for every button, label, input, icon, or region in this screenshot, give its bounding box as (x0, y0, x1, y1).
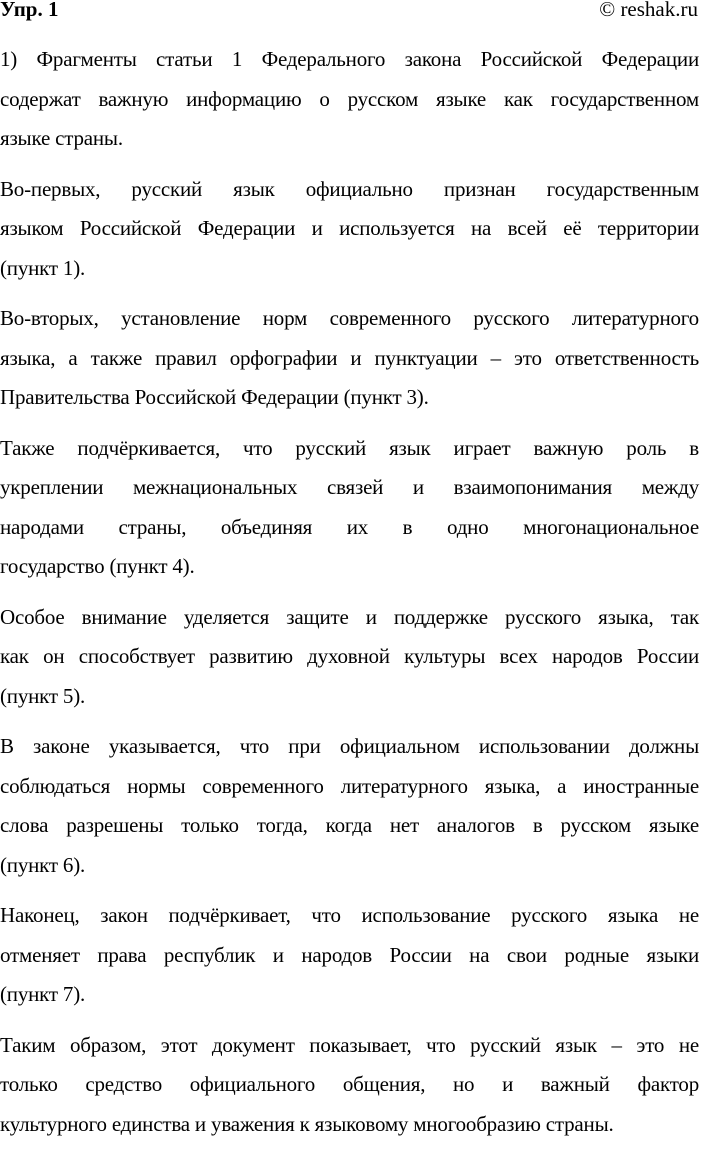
paragraph (0, 1026, 699, 1145)
text-line: Во-вторых, установление норм современного русского литературного (0, 306, 699, 330)
text-line: как он способствует развитию духовной культуры всех народов России (0, 644, 699, 668)
text-line: слова разрешены только тогда, когда нет аналогов в русском языке (0, 813, 699, 837)
paragraph (0, 170, 699, 289)
text-line: государство (пункт 4). (0, 554, 195, 578)
paragraph (0, 598, 699, 717)
text-line: соблюдаться нормы современного литературного языка, а иностранные (0, 773, 699, 798)
text-line: только средство официального общения, но и важный фактор (0, 1072, 699, 1096)
text-line: Также подчёркивается, что русский язык играет важную роль в (0, 435, 699, 460)
text-line: Во-первых, русский язык официально признан государственным (0, 176, 699, 201)
text-line: Правительства Российской Федерации (пункт 3). (0, 385, 429, 409)
exercise-title: Упр. 1 (0, 0, 59, 21)
text-line: Таким образом, этот документ показывает, что русский язык – это не (0, 1032, 699, 1057)
text-line: (пункт 1). (0, 255, 86, 280)
paragraph (0, 40, 699, 159)
text-line: языка, а также правил орфографии и пунктуации – это ответственность (0, 345, 699, 370)
text-line: (пункт 5). (0, 683, 86, 708)
text-line: (пункт 7). (0, 982, 86, 1006)
paragraph (0, 727, 699, 885)
text-line: (пункт 6). (0, 852, 86, 877)
text-line: содержат важную информацию о русском языке как государственном (0, 86, 699, 111)
paragraph (0, 299, 699, 418)
text-line: Наконец, закон подчёркивает, что использование русского языка не (0, 903, 699, 927)
document-body (0, 40, 699, 1155)
page-header (0, 0, 701, 34)
text-line: 1) Фрагменты статьи 1 Федерального закона Российской Федерации (0, 47, 699, 71)
text-line: Особое внимание уделяется защите и поддержке русского языка, так (0, 604, 699, 629)
copyright-label: © reshak.ru (599, 0, 698, 21)
paragraph (0, 429, 699, 587)
paragraph (0, 896, 699, 1015)
text-line: народами страны, объединяя их в одно многонациональное (0, 514, 699, 539)
text-line: культурного единства и уважения к языковому многообразию страны. (0, 1111, 614, 1136)
text-line: языке страны. (0, 126, 123, 150)
text-line: отменяет права республик и народов России на свои родные языки (0, 942, 699, 967)
text-line: В законе указывается, что при официальном использовании должны (0, 734, 699, 758)
text-line: языком Российской Федерации и используется на всей её территории (0, 216, 699, 240)
text-line: укреплении межнациональных связей и взаимопонимания между (0, 475, 699, 499)
